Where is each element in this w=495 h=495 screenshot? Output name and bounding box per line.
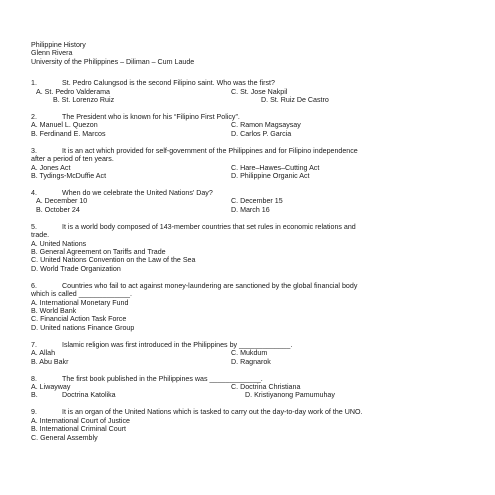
question-number: 5.: [31, 222, 37, 231]
question-stem: 7. Islamic religion was first introduced in the Philippines by _____________.: [31, 340, 293, 349]
options-list: [31, 417, 475, 442]
option-a: A. Allah: [31, 349, 56, 358]
question-7: [31, 341, 475, 366]
question-stem: 6. Countries who fail to act against money-laundering are sanctioned by the global financial body: [31, 281, 358, 290]
question-number: 3.: [31, 146, 37, 155]
question-number: 9.: [31, 408, 37, 417]
option-d: D. United nations Finance Group: [31, 323, 135, 332]
question-9: [31, 408, 475, 442]
options-row-2: [31, 391, 475, 399]
question-stem: 1. St. Pedro Calungsod is the second Filipino saint. Who was the first?: [31, 79, 275, 88]
option-b: B. World Bank: [31, 307, 77, 315]
option-c: C. Hare–Hawes–Cutting Act: [231, 163, 320, 172]
option-b-letter: B.: [31, 391, 38, 400]
question-number: 6.: [31, 281, 37, 290]
option-c: C. Mukdum: [231, 349, 268, 358]
course-title: Philippine History: [31, 41, 86, 49]
option-b: Doctrina Katolika: [62, 391, 116, 400]
question-number: 1.: [31, 79, 37, 88]
question-number: 2.: [31, 113, 37, 121]
question-3: [31, 147, 475, 181]
question-number: 7.: [31, 340, 37, 349]
options-row-2: [31, 206, 475, 214]
options-row-2: [31, 130, 475, 138]
option-b: B. October 24: [36, 205, 80, 214]
question-2: [31, 113, 475, 138]
options-row-2: [31, 358, 475, 366]
option-a: A. December 10: [36, 197, 88, 206]
option-a: A. International Court of Justice: [31, 416, 130, 425]
question-stem: 4. When do we celebrate the United Nations’ Day?: [31, 188, 213, 197]
author-affiliation: University of the Philippines – Diliman – Cum Laude: [31, 57, 195, 66]
question-stem: 8. The first book published in the Philippines was _____________.: [31, 374, 263, 383]
option-b: B. St. Lorenzo Ruiz: [53, 96, 115, 105]
option-b: B. General Agreement on Tariffs and Trade: [31, 247, 166, 256]
question-8: [31, 375, 475, 400]
question-stem-continuation: which is called _____________.: [31, 290, 132, 299]
question-number: 4.: [31, 188, 37, 197]
option-d: D. Carlos P. Garcia: [231, 129, 292, 138]
question-stem: 9. It is an organ of the United Nations which is tasked to carry out the day-to-day work of the UNO.: [31, 408, 363, 417]
question-number: 8.: [31, 374, 37, 383]
question-1: [31, 79, 475, 104]
options-row-2: [31, 172, 475, 180]
question-stem: 3. It is an act which provided for self-government of the Philippines and for Filipino independence: [31, 146, 358, 155]
option-a: A. Jones Act: [31, 163, 71, 172]
option-b: B. Tydings-McDuffie Act: [31, 171, 107, 180]
options-row-1: [31, 88, 475, 96]
options-row-2: [31, 96, 475, 104]
option-c: C. Ramon Magsaysay: [231, 121, 301, 130]
option-d: D. Kristiyanong Pamumuhay: [245, 391, 335, 400]
options-row-1: [31, 164, 475, 172]
question-stem: 5. It is a world body composed of 143-member countries that set rules in economic relations and: [31, 222, 356, 231]
options-row-1: [31, 349, 475, 357]
document-header: [31, 41, 475, 66]
options-list: [31, 240, 475, 274]
option-c: C. United Nations Convention on the Law of the Sea: [31, 256, 196, 265]
question-5: [31, 223, 475, 273]
option-c: C. Doctrina Christiana: [231, 383, 301, 391]
option-a: A. Manuel L. Quezon: [31, 121, 98, 130]
option-b: B. Ferdinand E. Marcos: [31, 129, 106, 138]
option-d: D. St. Ruiz De Castro: [261, 96, 329, 105]
question-6: [31, 282, 475, 332]
options-row-1: [31, 197, 475, 205]
option-c: C. General Assembly: [31, 433, 98, 442]
option-b: B. International Criminal Court: [31, 425, 127, 434]
option-a: A. International Monetary Fund: [31, 298, 129, 307]
option-d: D. World Trade Organization: [31, 264, 121, 273]
options-list: [31, 299, 475, 333]
options-row-1: [31, 121, 475, 129]
option-d: D. March 16: [231, 205, 270, 214]
options-row-1: [31, 383, 475, 391]
option-a: A. Liwayway: [31, 383, 71, 391]
question-stem-continuation: after a period of ten years.: [31, 155, 114, 164]
question-stem: 2. The President who is known for his “Filipino First Policy”.: [31, 113, 240, 121]
question-4: [31, 189, 475, 214]
option-d: D. Philippine Organic Act: [231, 171, 310, 180]
option-a: A. United Nations: [31, 239, 87, 248]
option-d: D. Ragnarok: [231, 357, 271, 366]
option-a: A. St. Pedro Valderama: [36, 87, 110, 96]
option-c: C. December 15: [231, 197, 283, 206]
option-b: B. Abu Bakr: [31, 357, 69, 366]
option-c: C. Financial Action Task Force: [31, 315, 127, 324]
question-stem-continuation: trade.: [31, 231, 50, 240]
option-c: C. St. Jose Nakpil: [231, 87, 288, 96]
author-name: Glenn Rivera: [31, 49, 73, 58]
